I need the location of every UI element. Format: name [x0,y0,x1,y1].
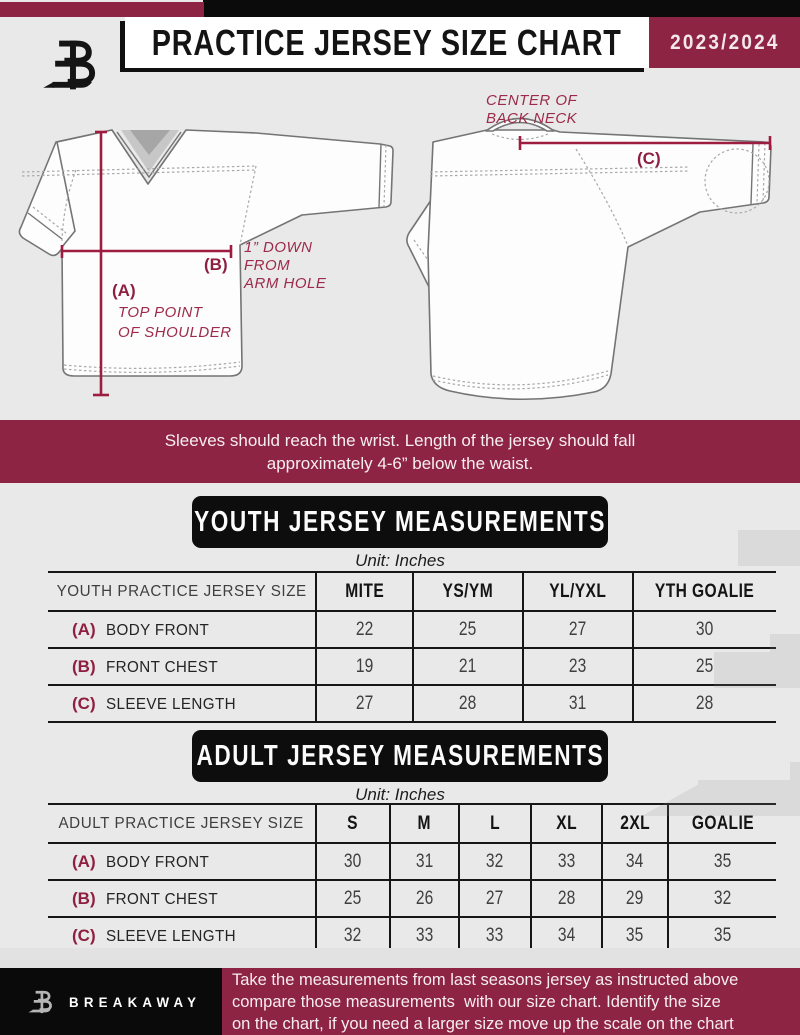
measure-a-label: (A) [112,281,136,300]
cell-value: 34 [557,924,576,946]
youth-col-header: YOUTH PRACTICE JERSEY SIZE [56,582,307,600]
header-black-bar [203,0,800,17]
cell-value: 19 [355,655,374,677]
measure-a-caption-1: TOP POINT [118,304,203,321]
youth-col-header: MITE [345,580,384,602]
youth-section-heading-badge [192,496,608,548]
cell-value: 25 [696,655,714,677]
table-row [48,843,776,880]
footer-instructions [222,968,800,1035]
season-badge [649,17,800,68]
measure-c-caption-1: CENTER OF [486,95,578,109]
back-jersey-drawing [407,119,771,400]
footer-line-3: on the chart, if you need a larger size move up the scale on the chart [232,1014,734,1033]
header-maroon-bar [0,2,204,17]
row-label: BODY FRONT [105,853,209,871]
cell-value: 27 [486,887,504,909]
cell-value: 22 [355,618,374,640]
measure-b-caption-2: FROM [244,257,291,274]
adult-col-header: XL [556,812,577,834]
season-label: 2023/2024 [669,30,780,54]
jersey-measurement-diagram [0,95,800,415]
cell-value: 31 [569,692,587,714]
cell-value: 25 [344,887,362,909]
measure-a-caption-2: OF SHOULDER [118,324,232,341]
cell-value: 33 [557,850,576,872]
row-key: (A) [72,619,96,639]
row-key: (A) [72,851,96,871]
cell-value: 30 [696,618,714,640]
adult-col-header: ADULT PRACTICE JERSEY SIZE [58,814,305,832]
cell-value: 30 [344,850,362,872]
youth-header-row [48,572,776,611]
row-label: SLEEVE LENGTH [105,695,236,713]
table-row [48,611,776,648]
table-row [48,648,776,685]
adult-unit-label: Unit: Inches [355,785,445,804]
youth-col-header: YL/YXL [549,580,607,602]
cell-value: 26 [415,887,434,909]
cell-value: 35 [713,850,732,872]
row-key: (B) [72,656,96,676]
measure-c-caption-2: BACK NECK [486,110,578,127]
cell-value: 25 [459,618,477,640]
cell-value: 28 [557,887,576,909]
row-label: SLEEVE LENGTH [105,927,236,945]
youth-size-table [48,571,776,723]
row-key: (C) [72,925,96,945]
cell-value: 32 [486,850,504,872]
adult-col-header: GOALIE [691,812,754,834]
measure-c-label: (C) [637,149,661,168]
page-title: PRACTICE JERSEY SIZE CHART [152,21,622,63]
cell-value: 21 [459,655,477,677]
cell-value: 27 [569,618,587,640]
footer-line-2: compare those measurements with our size chart. Identify the size [232,992,721,1011]
youth-table-wrap [48,571,776,723]
notice-line-1: Sleeves should reach the wrist. Length of the jersey should fall [164,430,636,450]
measure-b-caption-1: 1” DOWN [244,239,313,256]
adult-heading: ADULT JERSEY MEASUREMENTS [196,739,604,772]
cell-value: 32 [344,924,362,946]
footer-brand-box [0,968,222,1035]
footer-divider-band [0,948,800,968]
breakaway-logo-icon [38,27,104,103]
breakaway-logo-icon [26,984,56,1020]
youth-unit-label: Unit: Inches [355,551,445,570]
youth-col-header: YTH GOALIE [655,580,755,602]
row-label: FRONT CHEST [105,890,218,908]
notice-line-2: approximately 4-6” below the waist. [266,453,534,473]
cell-value: 28 [696,692,714,714]
row-label: BODY FRONT [105,621,209,639]
cell-value: 34 [626,850,644,872]
cell-value: 27 [355,692,374,714]
adult-table-wrap [48,803,776,955]
cell-value: 31 [415,850,434,872]
cell-value: 23 [569,655,587,677]
cell-value: 35 [626,924,644,946]
footer-line-1: Take the measurements from last seasons jersey as instructed above [232,970,739,989]
adult-size-table [48,803,776,955]
youth-heading: YOUTH JERSEY MEASUREMENTS [194,505,606,538]
table-row [48,880,776,917]
row-key: (B) [72,888,96,908]
youth-col-header: YS/YM [442,580,494,602]
title-box [125,17,649,68]
cell-value: 35 [713,924,732,946]
cell-value: 33 [415,924,434,946]
adult-col-header: L [490,812,500,834]
row-label: FRONT CHEST [105,658,218,676]
adult-col-header: S [347,812,359,834]
table-row [48,685,776,722]
adult-col-header: M [417,812,432,834]
fit-notice-banner [0,420,800,483]
measure-b-caption-3: ARM HOLE [244,275,327,292]
measure-b-label: (B) [204,255,228,274]
cell-value: 29 [626,887,644,909]
cell-value: 33 [486,924,504,946]
brand-name: BREAKAWAY [69,993,202,1010]
adult-col-header: 2XL [620,812,650,834]
cell-value: 32 [713,887,732,909]
cell-value: 28 [459,692,477,714]
row-key: (C) [72,693,96,713]
adult-section-heading-badge [192,730,608,782]
adult-header-row [48,804,776,843]
